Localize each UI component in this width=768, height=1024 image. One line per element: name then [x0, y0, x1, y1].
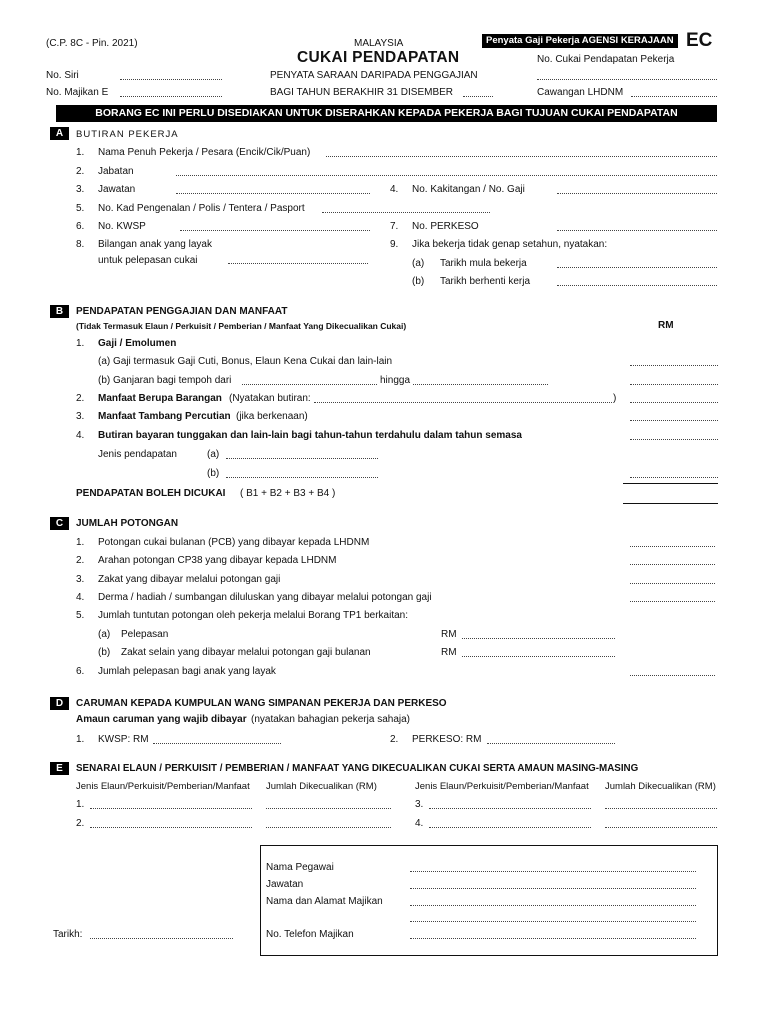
e-row1-jenis[interactable]	[90, 808, 252, 809]
section-b-title: PENDAPATAN PENGGAJIAN DAN MANFAAT	[76, 306, 288, 317]
a1-field[interactable]	[326, 156, 717, 157]
section-d-sub-note: (nyatakan bahagian pekerja sahaja)	[251, 714, 410, 725]
a9b-key: (b)	[412, 276, 425, 287]
section-d-box: D	[50, 697, 69, 710]
d1-amount[interactable]	[153, 743, 281, 744]
section-a-title: BUTIRAN PEKERJA	[76, 129, 179, 140]
country: MALAYSIA	[354, 38, 404, 49]
a9b-field[interactable]	[557, 285, 717, 286]
a7-field[interactable]	[557, 230, 717, 231]
sig-alamat-label: Nama dan Alamat Majikan	[266, 896, 383, 907]
form-code: (C.P. 8C - Pin. 2021)	[46, 38, 138, 49]
b4-jenis-b-key: (b)	[207, 468, 220, 479]
a2-field[interactable]	[176, 175, 717, 176]
a9-num: 9.	[390, 239, 399, 250]
a9b-label: Tarikh berhenti kerja	[440, 276, 531, 287]
b4-label: Butiran bayaran tunggakan dan lain-lain bagi tahun-tahun terdahulu dalam tahun semasa	[98, 430, 522, 441]
a6-num: 6.	[76, 221, 85, 232]
d2-label: PERKESO: RM	[412, 734, 482, 745]
section-b-box: B	[50, 305, 69, 318]
a3-label: Jawatan	[98, 184, 136, 195]
c3-amount[interactable]	[630, 583, 715, 584]
c5b-amount[interactable]	[462, 656, 615, 657]
sig-alamat-field-1[interactable]	[410, 905, 696, 906]
form-title: CUKAI PENDAPATAN	[297, 49, 460, 66]
b1b-amount[interactable]	[630, 384, 718, 385]
c6-label: Jumlah pelepasan bagi anak yang layak	[98, 666, 276, 677]
a1-num: 1.	[76, 147, 85, 158]
b4-jenis-b-field[interactable]	[226, 477, 378, 478]
e-row4-num: 4.	[415, 818, 424, 829]
b1a-amount[interactable]	[630, 365, 718, 366]
section-e-title: SENARAI ELAUN / PERKUISIT / PEMBERIAN / MANFAAT YANG DIKECUALIKAN CUKAI SERTA AMAUN MASING-MASING	[76, 763, 639, 774]
b3-num: 3.	[76, 411, 85, 422]
b4-jenis-b-amount[interactable]	[630, 477, 718, 478]
a9a-key: (a)	[412, 258, 425, 269]
c5a-rm: RM	[441, 629, 457, 640]
d1-label: KWSP: RM	[98, 734, 149, 745]
c2-label: Arahan potongan CP38 yang dibayar kepada LHDNM	[98, 555, 337, 566]
c5a-amount[interactable]	[462, 638, 615, 639]
e-col4: Jumlah Dikecualikan (RM)	[605, 781, 716, 792]
a4-label: No. Kakitangan / No. Gaji	[412, 184, 525, 195]
b4-jenis-a-field[interactable]	[226, 458, 378, 459]
c5a-label: Pelepasan	[121, 629, 169, 640]
section-c-box: C	[50, 517, 69, 530]
e-row3-num: 3.	[415, 799, 424, 810]
e-col2: Jumlah Dikecualikan (RM)	[266, 781, 377, 792]
e-row3-amount[interactable]	[605, 808, 717, 809]
e-row4-jenis[interactable]	[429, 827, 591, 828]
c6-num: 6.	[76, 666, 85, 677]
d2-num: 2.	[390, 734, 399, 745]
c5b-rm: RM	[441, 647, 457, 658]
no-majikan-field[interactable]	[120, 96, 222, 97]
e-row2-jenis[interactable]	[90, 827, 252, 828]
sig-jawatan-field[interactable]	[410, 888, 696, 889]
b3-note: (jika berkenaan)	[236, 411, 308, 422]
no-cukai-field[interactable]	[537, 79, 717, 80]
sig-nama-field[interactable]	[410, 871, 696, 872]
year-field[interactable]	[463, 96, 493, 97]
no-siri-label: No. Siri	[46, 70, 79, 81]
a9a-field[interactable]	[557, 267, 717, 268]
a3-num: 3.	[76, 184, 85, 195]
a9a-label: Tarikh mula bekerja	[440, 258, 527, 269]
sig-telefon-field[interactable]	[410, 938, 696, 939]
section-a-box: A	[50, 127, 69, 140]
a2-num: 2.	[76, 166, 85, 177]
sig-nama-label: Nama Pegawai	[266, 862, 334, 873]
section-e-box: E	[50, 762, 69, 775]
agency-tag: Penyata Gaji Pekerja AGENSI KERAJAAN	[482, 34, 678, 48]
no-siri-field[interactable]	[120, 79, 222, 80]
sig-jawatan-label: Jawatan	[266, 879, 304, 890]
ec-code: EC	[686, 30, 713, 51]
c3-label: Zakat yang dibayar melalui potongan gaji	[98, 574, 281, 585]
e-row3-jenis[interactable]	[429, 808, 591, 809]
section-d-title: CARUMAN KEPADA KUMPULAN WANG SIMPANAN PEKERJA DAN PERKESO	[76, 698, 447, 709]
total-rule-top	[623, 483, 718, 484]
sig-telefon-label: No. Telefon Majikan	[266, 929, 354, 940]
b1-label: Gaji / Emolumen	[98, 338, 177, 349]
c4-label: Derma / hadiah / sumbangan diluluskan yang dibayar melalui potongan gaji	[98, 592, 432, 603]
b4-jenis-a-key: (a)	[207, 449, 220, 460]
a8-label-1: Bilangan anak yang layak	[98, 239, 212, 250]
year-line: BAGI TAHUN BERAKHIR 31 DISEMBER	[270, 87, 454, 98]
c4-num: 4.	[76, 592, 85, 603]
cawangan-field[interactable]	[631, 96, 717, 97]
total-rule-bottom	[623, 503, 718, 504]
b-total-formula: ( B1 + B2 + B3 + B4 )	[240, 488, 336, 499]
b1-num: 1.	[76, 338, 85, 349]
b4-amount[interactable]	[630, 439, 718, 440]
b4-jenis-label: Jenis pendapatan	[98, 449, 177, 460]
cawangan-label: Cawangan LHDNM	[537, 87, 624, 98]
c2-num: 2.	[76, 555, 85, 566]
e-row2-num: 2.	[76, 818, 85, 829]
b1b-from[interactable]	[242, 384, 377, 385]
a4-field[interactable]	[557, 193, 717, 194]
b1b-label: (b) Ganjaran bagi tempoh dari	[98, 375, 232, 386]
tarikh-field[interactable]	[90, 938, 233, 939]
a6-field[interactable]	[180, 230, 370, 231]
c5b-label: Zakat selain yang dibayar melalui potongan gaji bulanan	[121, 647, 371, 658]
a5-field[interactable]	[322, 212, 490, 213]
a7-num: 7.	[390, 221, 399, 232]
b2-note: (Nyatakan butiran:	[229, 393, 311, 404]
a8-label-2: untuk pelepasan cukai	[98, 255, 198, 266]
e-row1-num: 1.	[76, 799, 85, 810]
a5-num: 5.	[76, 203, 85, 214]
section-b-note: (Tidak Termasuk Elaun / Perkuisit / Pemberian / Manfaat Yang Dikecualikan Cukai)	[76, 321, 407, 331]
b2-num: 2.	[76, 393, 85, 404]
b2-detail[interactable]	[314, 402, 612, 403]
e-col3: Jenis Elaun/Perkuisit/Pemberian/Manfaat	[415, 781, 589, 792]
b1a-label: (a) Gaji termasuk Gaji Cuti, Bonus, Elaun Kena Cukai dan lain-lain	[98, 356, 393, 367]
b2-amount[interactable]	[630, 402, 718, 403]
e-col1: Jenis Elaun/Perkuisit/Pemberian/Manfaat	[76, 781, 250, 792]
section-d-sub: Amaun caruman yang wajib dibayar	[76, 714, 247, 725]
c2-amount[interactable]	[630, 564, 715, 565]
c5-label: Jumlah tuntutan potongan oleh pekerja melalui Borang TP1 berkaitan:	[98, 610, 409, 621]
a9-label: Jika bekerja tidak genap setahun, nyatakan:	[412, 239, 608, 250]
c4-amount[interactable]	[630, 601, 715, 602]
b1b-to[interactable]	[413, 384, 548, 385]
d2-amount[interactable]	[487, 743, 615, 744]
subtitle: PENYATA SARAAN DARIPADA PENGGAJIAN	[270, 70, 478, 81]
a3-field[interactable]	[176, 193, 370, 194]
c5a-key: (a)	[98, 629, 111, 640]
a8-num: 8.	[76, 239, 85, 250]
c5-num: 5.	[76, 610, 85, 621]
a4-num: 4.	[390, 184, 399, 195]
a7-label: No. PERKESO	[412, 221, 479, 232]
b-total-label: PENDAPATAN BOLEH DICUKAI	[76, 488, 226, 499]
banner: BORANG EC INI PERLU DISEDIAKAN UNTUK DISERAHKAN KEPADA PEKERJA BAGI TUJUAN CUKAI PENDAPATAN	[56, 105, 717, 122]
a2-label: Jabatan	[98, 166, 134, 177]
a5-label: No. Kad Pengenalan / Polis / Tentera / Pasport	[98, 203, 305, 214]
d1-num: 1.	[76, 734, 85, 745]
a6-label: No. KWSP	[98, 221, 146, 232]
b3-amount[interactable]	[630, 420, 718, 421]
c3-num: 3.	[76, 574, 85, 585]
section-c-title: JUMLAH POTONGAN	[76, 518, 179, 529]
b3-label: Manfaat Tambang Percutian	[98, 411, 231, 422]
e-row4-amount[interactable]	[605, 827, 717, 828]
sig-alamat-field-2[interactable]	[410, 921, 696, 922]
section-b-rm: RM	[658, 320, 674, 331]
no-cukai-label: No. Cukai Pendapatan Pekerja	[537, 54, 675, 65]
c1-amount[interactable]	[630, 546, 715, 547]
b2-label: Manfaat Berupa Barangan	[98, 393, 222, 404]
e-row2-amount[interactable]	[266, 827, 391, 828]
b1b-hingga: hingga	[380, 375, 411, 386]
e-row1-amount[interactable]	[266, 808, 391, 809]
b2-close-paren: )	[613, 393, 617, 404]
c5b-key: (b)	[98, 647, 111, 658]
a1-label: Nama Penuh Pekerja / Pesara (Encik/Cik/Puan)	[98, 147, 311, 158]
c1-label: Potongan cukai bulanan (PCB) yang dibayar kepada LHDNM	[98, 537, 370, 548]
a8-field[interactable]	[228, 263, 368, 264]
c1-num: 1.	[76, 537, 85, 548]
c6-amount[interactable]	[630, 675, 715, 676]
tarikh-label: Tarikh:	[53, 929, 83, 940]
no-majikan-label: No. Majikan E	[46, 87, 109, 98]
b4-num: 4.	[76, 430, 85, 441]
